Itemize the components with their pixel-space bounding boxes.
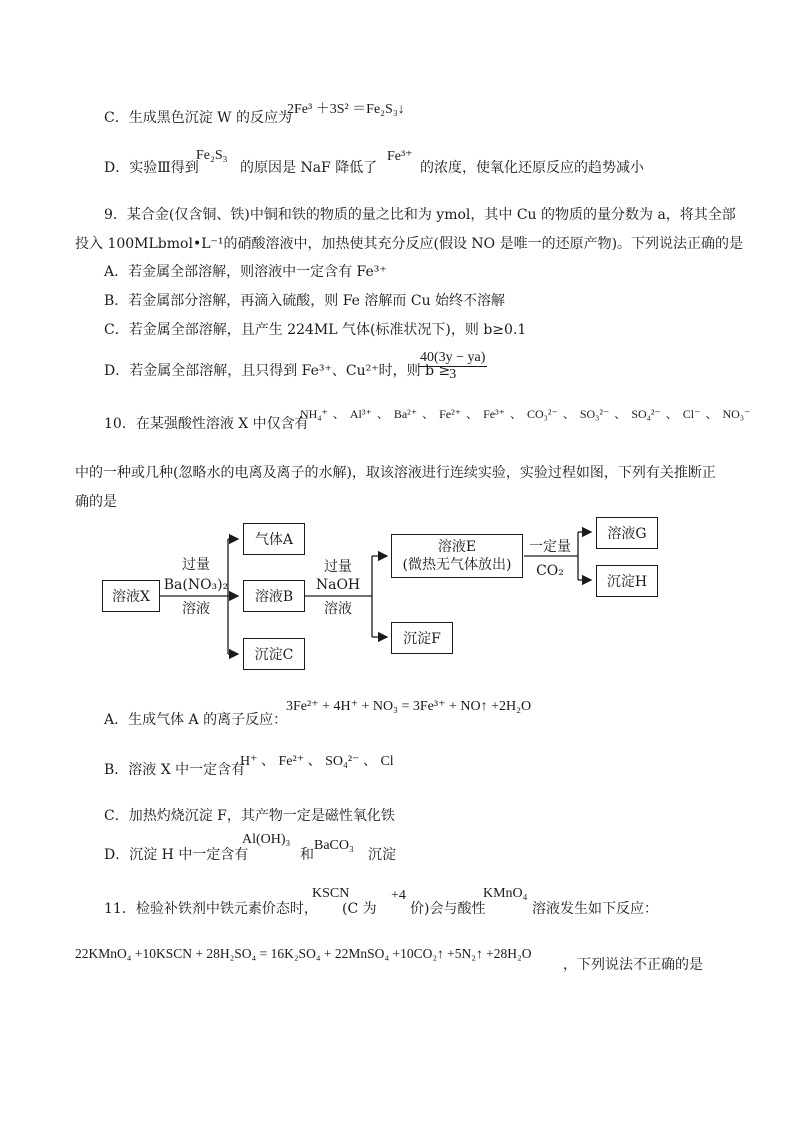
box-solution-e: 溶液E (微热无气体放出) — [391, 534, 523, 578]
q11-kscn: KSCN — [312, 886, 350, 901]
q10-ion-list: NH₄⁺ 、 Al³⁺ 、 Ba²⁺ 、 Fe²⁺ 、 Fe³⁺ 、 CO₃²⁻ 、 SO₃²⁻ 、 SO₄²⁻ 、 Cl⁻ 、 NO₃⁻ — [300, 407, 751, 421]
q10-stem-line1: 10．在某强酸性溶液 X 中仅含有 — [104, 416, 309, 432]
step2-label-reagent: NaOH — [315, 577, 361, 593]
q9-option-b: B．若金属部分溶解，再滴入硫酸，则 Fe 溶解而 Cu 始终不溶解 — [104, 293, 506, 309]
step3-label-top: 一定量 — [529, 539, 571, 555]
step2-label-top: 过量 — [324, 559, 352, 575]
q8-option-d-formula1: Fe₂S₃ — [196, 148, 228, 163]
q10-option-a-formula: 3Fe²⁺ + 4H⁺ + NO₃ = 3Fe³⁺ + NO↑ +2H₂O — [286, 699, 532, 714]
box-gas-a: 气体A — [243, 523, 305, 555]
q10-stem-line3: 确的是 — [75, 494, 117, 510]
q8-option-d-mid: 的原因是 NaF 降低了 — [240, 160, 378, 176]
q9-stem-line1: 9．某合金(仅含铜、铁)中铜和铁的物质的量之比和为 ymol，其中 Cu 的物质的量分数为 a，将其全部 — [104, 207, 736, 223]
fraction-numerator: 40(3y − ya) — [420, 350, 486, 365]
q11-equation: 22KMnO₄ +10KSCN + 28H₂SO₄ = 16K₂SO₄ + 22MnSO₄ +10CO₂↑ +5N₂↑ +28H₂O — [75, 946, 532, 961]
q11-kmno4: KMnO₄ — [483, 886, 528, 901]
q11-paren-close: 价)会与酸性 — [410, 901, 486, 917]
q10-option-d-mid: 和 — [300, 847, 314, 863]
step1-label-top: 过量 — [182, 557, 210, 573]
q8-option-c: C．生成黑色沉淀 W 的反应为 — [104, 110, 293, 126]
step3-label-bottom: CO₂ — [536, 563, 564, 579]
box-precipitate-c: 沉淀C — [243, 638, 305, 670]
q8-option-c-formula: 2Fe³ ＋3S² ＝Fe₂S₃↓ — [287, 102, 405, 117]
step2-label-bottom: 溶液 — [324, 601, 352, 617]
box-solution-x: 溶液X — [102, 580, 160, 612]
q10-option-b-ions: H⁺ 、 Fe²⁺ 、 SO₄²⁻ 、 Cl — [240, 754, 394, 769]
q10-option-d: D．沉淀 H 中一定含有 — [104, 847, 249, 863]
q10-stem-line2: 中的一种或几种(忽略水的电离及离子的水解)，取该溶液进行连续实验，实验过程如图，下列有关推断正 — [75, 465, 716, 481]
q11-stem-pre: 11．检验补铁剂中铁元素价态时， — [104, 901, 318, 917]
q10-option-c: C．加热灼烧沉淀 F，其产物一定是磁性氧化铁 — [104, 808, 395, 824]
q11-paren-open: (C 为 — [342, 901, 377, 917]
q9-option-d: D．若金属全部溶解，且只得到 Fe³⁺、Cu²⁺时，则 b ≥ — [104, 363, 451, 379]
q10-option-b: B．溶液 X 中一定含有 — [104, 762, 246, 778]
q8-option-d-formula2: Fe³⁺ — [387, 149, 413, 164]
q9-option-c: C．若金属全部溶解，且产生 224ML 气体(标准状况下)，则 b≥0.1 — [104, 322, 527, 338]
box-precipitate-f: 沉淀F — [391, 622, 453, 654]
q9-option-a: A．若金属全部溶解，则溶液中一定含有 Fe³⁺ — [104, 264, 387, 280]
q10-option-a: A．生成气体 A 的离子反应： — [104, 712, 288, 728]
q8-option-d-post: 的浓度，使氧化还原反应的趋势减小 — [420, 160, 644, 176]
q10-option-d-formula1: Al(OH)₃ — [242, 832, 291, 847]
q11-tail: ，下列说法不正确的是 — [563, 957, 703, 973]
q9-stem-line2: 投入 100MLbmol•L⁻¹的硝酸溶液中，加热使其充分反应(假设 NO 是唯一的还原产物)。下列说法正确的是 — [75, 236, 744, 252]
q10-option-d-formula2: BaCO₃ — [314, 838, 354, 853]
q11-valence: +4 — [391, 888, 406, 903]
box-solution-g: 溶液G — [596, 517, 658, 549]
q8-option-d: D．实验Ⅲ得到 — [104, 160, 199, 176]
box-solution-b: 溶液B — [243, 580, 305, 612]
q11-stem-post: 溶液发生如下反应： — [532, 901, 658, 917]
step1-label-reagent: Ba(NO₃)₂ — [163, 577, 229, 593]
step1-label-bottom: 溶液 — [182, 601, 210, 617]
box-precipitate-h: 沉淀H — [596, 565, 658, 597]
fraction-denominator: 3 — [449, 367, 457, 382]
q10-option-d-post: 沉淀 — [368, 847, 396, 863]
